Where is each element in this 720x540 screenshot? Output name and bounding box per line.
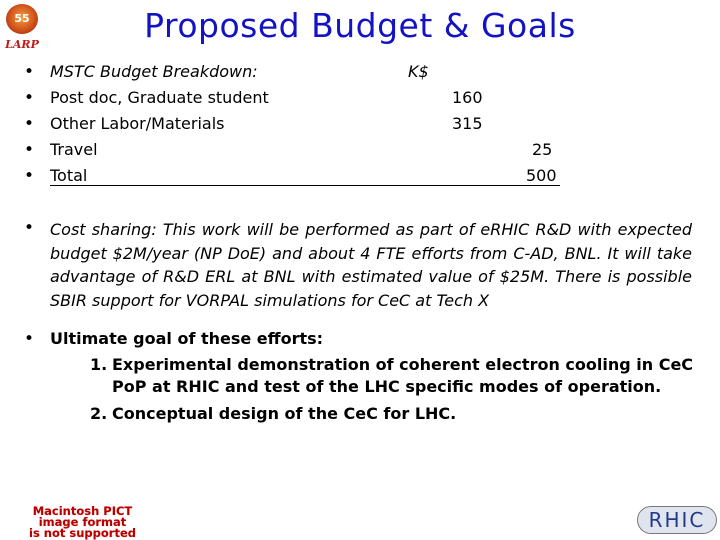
goal-text: Experimental demonstration of coherent electron cooling in CeC [112, 355, 694, 374]
bullet-dot: • [24, 88, 35, 108]
pict-line: Macintosh PICT [32, 504, 133, 518]
bullet-dot: • [24, 140, 35, 160]
pict-line: is not supported [29, 526, 136, 540]
budget-row-label: Total [50, 166, 88, 185]
goals-title: Ultimate goal of these efforts: [50, 329, 324, 348]
bullet-dot: • [24, 329, 35, 349]
budget-row-value: 160 [452, 88, 483, 107]
budget-row-value: 315 [452, 114, 483, 133]
pict-line: image format [38, 515, 127, 529]
goal-text: Conceptual design of the CeC for LHC. [112, 404, 457, 423]
budget-row-label: Other Labor/Materials [50, 114, 225, 133]
bullet-dot: • [24, 166, 35, 186]
budget-row-label: Travel [50, 140, 98, 159]
budget-heading: MSTC Budget Breakdown: [50, 62, 258, 81]
larp-badge-icon: 55 [6, 4, 38, 34]
budget-unit: K$ [408, 62, 429, 81]
goal-number: 1. [90, 355, 108, 374]
budget-row-value: 25 [532, 140, 553, 159]
budget-row-label: Post doc, Graduate student [50, 88, 269, 107]
bullet-dot: • [24, 114, 35, 134]
pict-unsupported-message [0, 506, 165, 539]
budget-total-value: 500 [526, 166, 557, 185]
rhic-logo: RHIC [637, 506, 717, 534]
cost-sharing-text: Cost sharing: This work will be performed as part of eRHIC R&D with expected budget $2M/year (NP DoE) and about 4 FTE efforts from C-AD, BNL. It will take advantage of R&D ERL at BNL with estimated value of $25M. There is possible SBIR support for VORPAL simulations for CeC at Tech X [50, 220, 692, 310]
goal-text-cont: PoP at RHIC and test of the LHC specific modes of operation. [112, 376, 662, 396]
slide-title: Proposed Budget & Goals [144, 6, 576, 45]
goal-item [90, 403, 456, 425]
goal-number: 2. [90, 404, 108, 423]
bullet-dot: • [24, 218, 35, 238]
goal-item [90, 354, 693, 397]
larp-logo-text: LARP [5, 38, 39, 51]
bullet-dot: • [24, 62, 35, 82]
total-underline [50, 185, 560, 186]
